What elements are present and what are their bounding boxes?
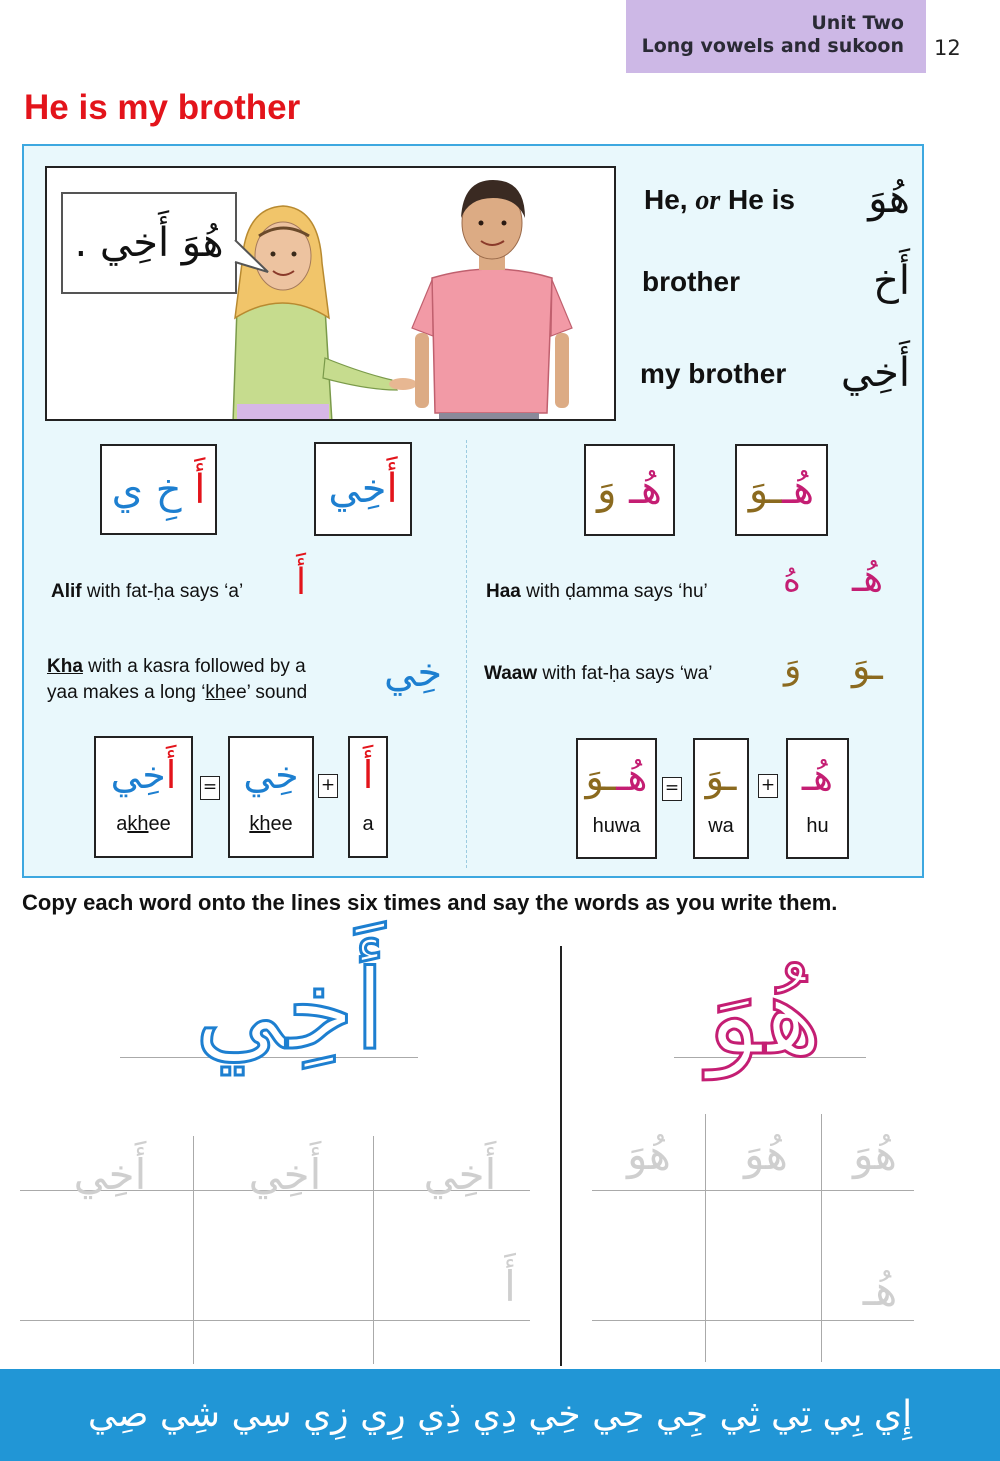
- plus-sign-right: +: [758, 774, 778, 798]
- equals-sign-right: =: [662, 777, 682, 801]
- speech-bubble: هُوَ أَخِي .: [61, 192, 237, 294]
- waaw-description: Waaw with fat-ḥa says ‘wa’: [484, 663, 713, 684]
- equation-part-hu: هُـ hu: [786, 738, 849, 859]
- vocab-brother-arabic: أَخ: [873, 258, 910, 304]
- bottom-strip-letters: إِي بِي تِي ثِي جِي حِي خِي دِي ذِي رِي زِي سِي شِي صِي: [87, 1394, 913, 1435]
- waaw-glyph-final: ـوَ: [852, 644, 883, 688]
- trace-model-huwa: هُوَ: [707, 951, 823, 1079]
- waaw-glyph-isolated: وَ: [784, 646, 802, 687]
- trace-model-akhee: أَخِي: [194, 946, 386, 1074]
- tile-akhee-joined: أَ خِي: [314, 442, 412, 536]
- practice-line-right-2: [592, 1320, 914, 1321]
- kha-glyph: خِي: [384, 650, 443, 696]
- haa-glyph-isolated: هُ: [783, 560, 801, 600]
- ghost-word-right-1: هُوَ: [627, 1130, 671, 1179]
- unit-subtitle: Long vowels and sukoon: [641, 35, 904, 57]
- equation-part-alif: أَ a: [348, 736, 388, 858]
- ghost-hint-right: هُـ: [862, 1266, 898, 1315]
- tile-huwa-joined: هُـ ـوَ: [735, 444, 828, 536]
- alif-glyph: أَ: [296, 562, 307, 603]
- page-title: He is my brother: [24, 88, 301, 127]
- copy-instruction: Copy each word onto the lines six times and say the words as you write them.: [22, 890, 838, 915]
- ghost-word-right-3: هُوَ: [853, 1130, 897, 1179]
- tile-akhee-split: أَ خِ ي: [100, 444, 217, 535]
- equation-part-wa: ـوَ wa: [693, 738, 749, 859]
- page-number: 12: [934, 36, 961, 60]
- ghost-word-right-2: هُوَ: [744, 1130, 788, 1179]
- tile-huwa-split: هُـ وَ: [584, 444, 675, 536]
- practice-col-right-2: [821, 1114, 822, 1362]
- haa-glyph-initial: هُـ: [852, 556, 884, 600]
- practice-col-right-1: [705, 1114, 706, 1362]
- ghost-word-left-3: أَخِي: [423, 1150, 497, 1199]
- equals-sign: =: [200, 776, 220, 800]
- vocab-my-brother-arabic: أَخِي: [840, 350, 910, 396]
- plus-sign: +: [318, 774, 338, 798]
- speech-bubble-tail: [232, 240, 272, 280]
- kha-description: Kha with a kasra followed by a yaa makes a long ‘khee’ sound: [47, 656, 308, 703]
- vocab-my-brother-english: my brother: [640, 358, 787, 389]
- vocab-he-arabic: هُوَ: [868, 176, 910, 222]
- practice-col-left-2: [373, 1136, 374, 1364]
- haa-description: Haa with ḍamma says ‘hu’: [486, 581, 708, 602]
- vocab-he-english: He, or He is: [644, 184, 795, 216]
- ghost-word-left-2: أَخِي: [248, 1150, 322, 1199]
- practice-divider: [560, 946, 562, 1366]
- equation-result-huwa: هُــوَ huwa: [576, 738, 657, 859]
- practice-line-left-2: [20, 1320, 530, 1321]
- panel-divider: [466, 440, 467, 868]
- unit-header: [626, 0, 926, 73]
- practice-col-left-1: [193, 1136, 194, 1364]
- ghost-hint-left: أَ: [504, 1262, 516, 1311]
- unit-label: Unit Two: [811, 12, 904, 34]
- practice-line-right-1: [592, 1190, 914, 1191]
- equation-part-khee: خِي khee: [228, 736, 314, 858]
- alif-description: Alif with fat-ḥa says ‘a’: [51, 581, 244, 602]
- vocab-brother-english: brother: [642, 266, 740, 297]
- ghost-word-left-1: أَخِي: [73, 1150, 147, 1199]
- equation-result-akhee: أَخِي akhee: [94, 736, 193, 858]
